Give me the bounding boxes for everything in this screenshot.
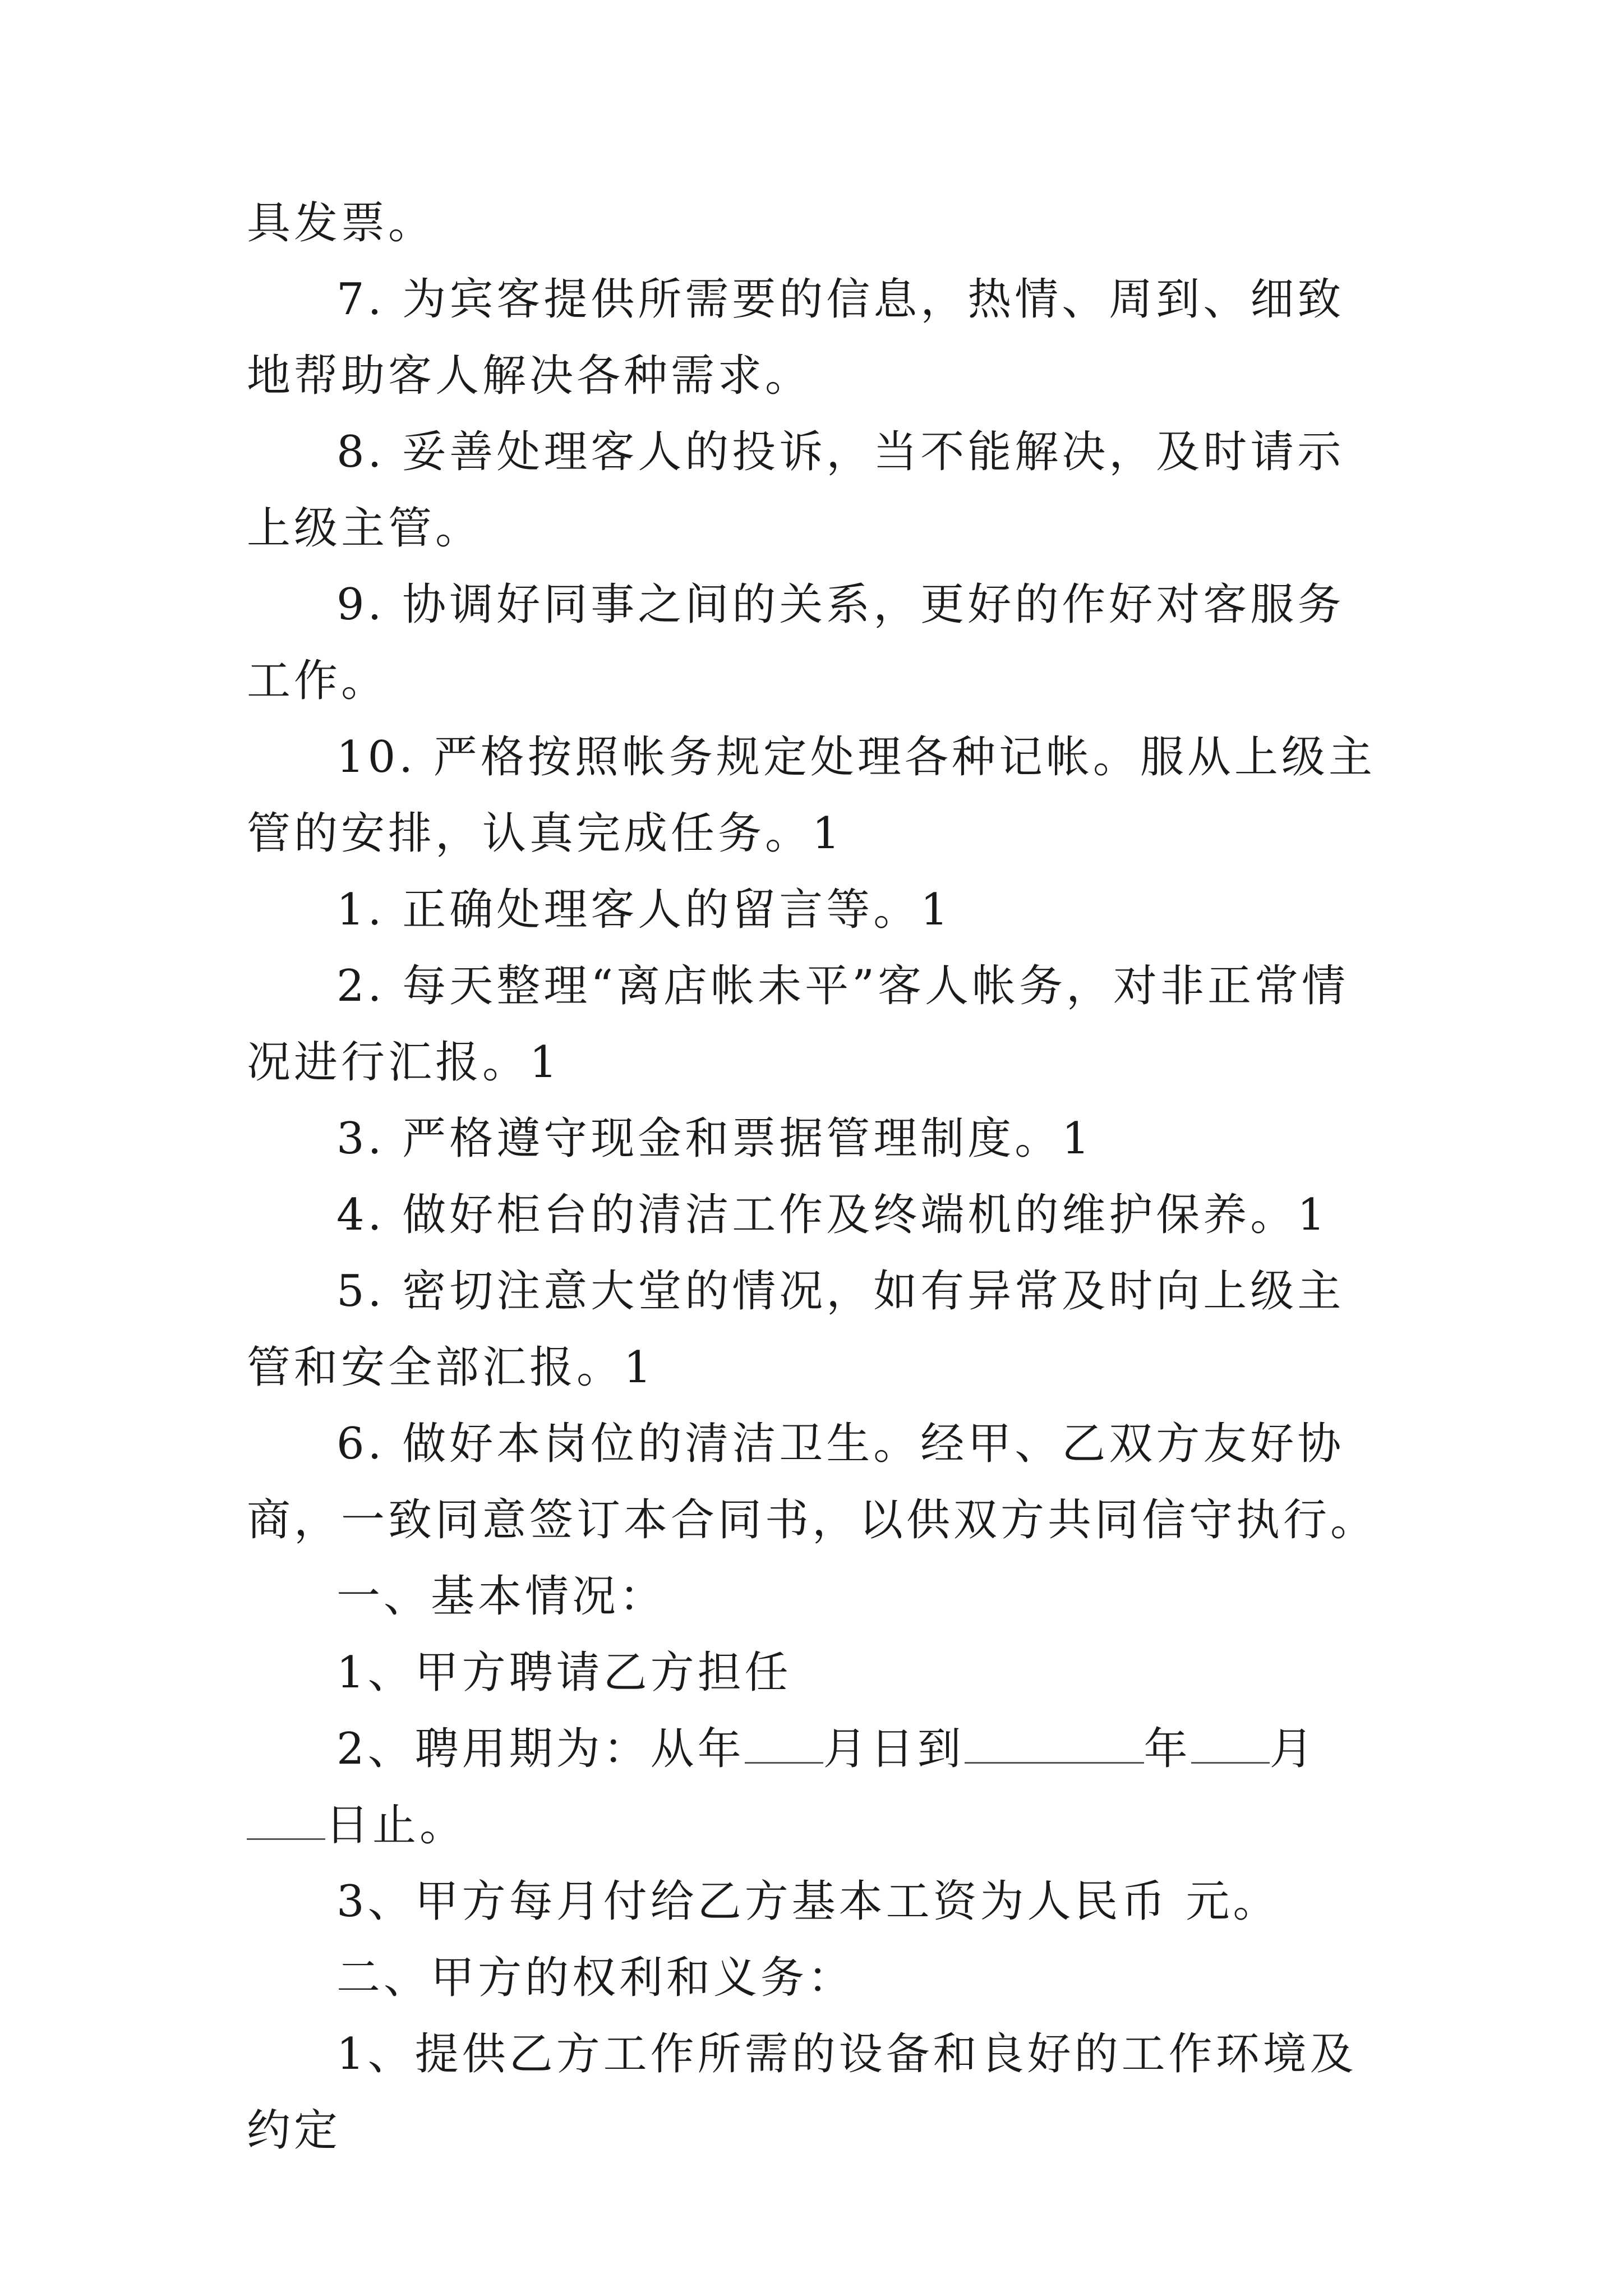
paragraph: 9. 协调好同事之间的关系，更好的作好对客服务工作。	[247, 579, 1345, 706]
term-text-to: 月日到	[823, 1724, 965, 1774]
blank-line	[965, 1723, 1144, 1764]
term-text-month: 月	[1269, 1724, 1317, 1774]
section-heading: 二、甲方的权利和义务：	[336, 1953, 855, 2003]
paragraph: 1、提供乙方工作所需的设备和良好的工作环境及约定	[247, 2029, 1357, 2156]
paragraph: 10. 严格按照帐务规定处理各种记帐。服从上级主管的安排，认真完成任务。1	[247, 732, 1376, 859]
paragraph: 1. 正确处理客人的留言等。1	[336, 885, 952, 935]
paragraph: 1、甲方聘请乙方担任	[336, 1648, 792, 1698]
paragraph: 4. 做好柜台的清洁工作及终端机的维护保养。1	[336, 1190, 1329, 1240]
term-text-end: 日止。	[325, 1800, 467, 1851]
paragraph: 5. 密切注意大堂的情况，如有异常及时向上级主管和安全部汇报。1	[247, 1266, 1345, 1393]
blank-line	[1191, 1723, 1270, 1764]
blank-line	[745, 1723, 823, 1764]
paragraph: 8. 妥善处理客人的投诉，当不能解决，及时请示上级主管。	[247, 427, 1345, 554]
paragraph: 6. 做好本岗位的清洁卫生。经甲、乙双方友好协商，一致同意签订本合同书，以供双方共同信守执行。	[247, 1419, 1378, 1545]
term-text-from: 2、聘用期为：从年	[336, 1724, 745, 1774]
paragraph: 具发票。	[247, 198, 436, 249]
section-heading: 一、基本情况：	[336, 1571, 667, 1622]
term-text-year: 年	[1144, 1724, 1191, 1774]
blank-line	[247, 1799, 325, 1840]
paragraph: 7. 为宾客提供所需要的信息，热情、周到、细致地帮助客人解决各种需求。	[247, 274, 1345, 401]
employment-term-line	[247, 1711, 1385, 1864]
document-body	[247, 185, 1385, 2169]
paragraph: 2. 每天整理“离店帐未平”客人帐务，对非正常情况进行汇报。1	[247, 961, 1349, 1088]
paragraph: 3. 严格遵守现金和票据管理制度。1	[336, 1114, 1093, 1164]
paragraph: 3、甲方每月付给乙方基本工资为人民币 元。	[336, 1876, 1280, 1927]
